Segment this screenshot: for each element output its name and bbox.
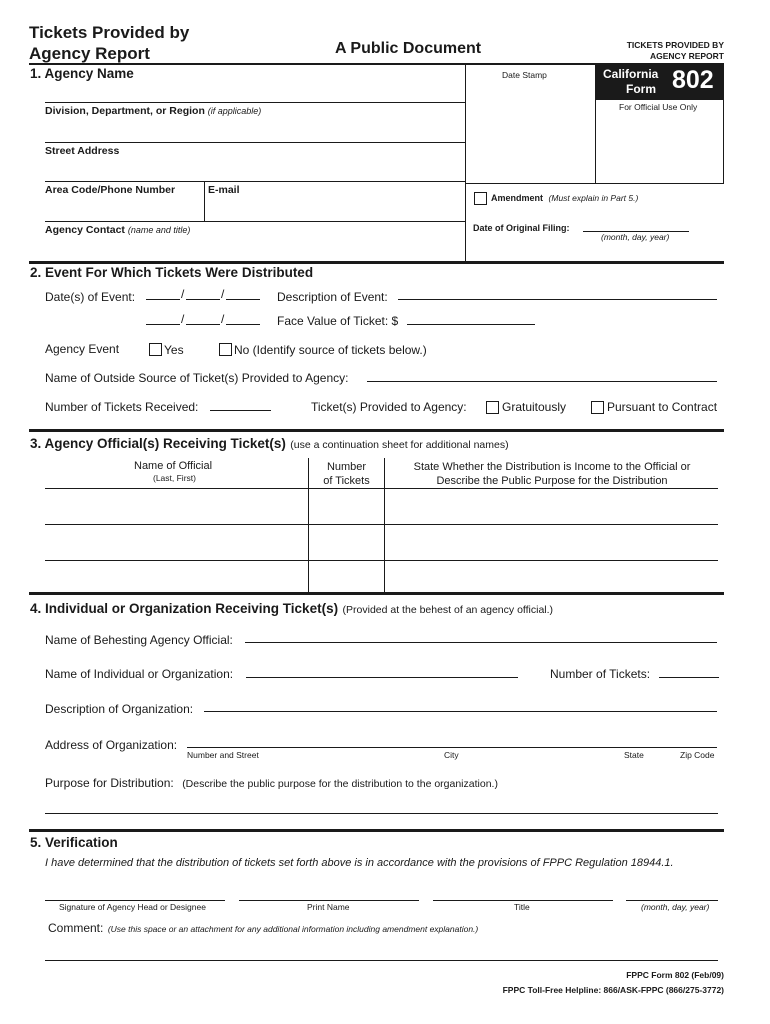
print-name-label: Print Name (307, 902, 350, 912)
address-state-label: State (624, 750, 644, 760)
event-date2-slash1: / (181, 312, 185, 326)
section4-note: (Provided at the behest of an agency official.) (342, 604, 554, 616)
agency-event-yes-label: Yes (164, 343, 184, 357)
badge-state: California (603, 67, 659, 81)
behesting-official-label: Name of Behesting Agency Official: (45, 633, 233, 647)
agency-event-no-checkbox[interactable] (219, 343, 232, 356)
org-num-tickets-label: Number of Tickets: (550, 667, 651, 681)
event-description-line[interactable] (398, 299, 717, 300)
table-divider-2 (384, 458, 385, 592)
provided-to-agency-label: Ticket(s) Provided to Agency: (311, 400, 467, 414)
org-description-label: Description of Organization: (45, 702, 194, 716)
official-name-subheader: (Last, First) (153, 473, 196, 483)
section3-title: 3. Agency Official(s) Receiving Ticket(s) (30, 436, 286, 451)
print-name-line[interactable] (239, 900, 419, 901)
footer-helpline: FPPC Toll-Free Helpline: 866/ASK-FPPC (866/275-3772) (502, 985, 724, 995)
section5-rule (29, 829, 724, 832)
outside-source-line[interactable] (367, 381, 717, 382)
event-date1-month[interactable] (146, 299, 180, 300)
official-name-header: Name of Official (134, 460, 213, 472)
date-stamp-label: Date Stamp (502, 70, 547, 80)
signature-line[interactable] (45, 900, 225, 901)
num-tickets-header (310, 460, 383, 488)
comment-note: (Use this space or an attachment for any additional information including amendment explanation.) (107, 924, 479, 934)
agency-event-no-label: No (Identify source of tickets below.) (234, 343, 427, 357)
street-label: Street Address (45, 145, 120, 157)
table-row[interactable] (45, 524, 718, 525)
table-row[interactable] (45, 560, 718, 561)
individual-org-label: Name of Individual or Organization: (45, 667, 234, 681)
num-tickets-header-line1: Number (326, 461, 367, 473)
event-date2-month[interactable] (146, 324, 180, 325)
form-badge (595, 63, 724, 100)
comment-line[interactable] (45, 960, 718, 961)
street-line[interactable] (45, 181, 465, 182)
division-label-text: Division, Department, or Region (45, 105, 205, 117)
org-description-line[interactable] (204, 711, 717, 712)
public-document-label: A Public Document (335, 40, 482, 57)
table-row[interactable] (45, 488, 718, 489)
address-street-label: Number and Street (187, 750, 259, 760)
purpose-line[interactable] (45, 813, 718, 814)
badge-number: 802 (672, 66, 714, 94)
tickets-received-line[interactable] (210, 410, 271, 411)
outside-source-label: Name of Outside Source of Ticket(s) Provided to Agency: (45, 371, 349, 385)
section3-rule (29, 429, 724, 432)
footer-form-id: FPPC Form 802 (Feb/09) (626, 970, 724, 980)
event-dates-label: Date(s) of Event: (45, 290, 136, 304)
org-address-line[interactable] (187, 747, 717, 748)
date-stamp-bottom (465, 183, 724, 184)
event-date1-slash1: / (181, 287, 185, 301)
event-date2-day[interactable] (186, 324, 220, 325)
gratuitously-label: Gratuitously (502, 400, 567, 414)
phone-line[interactable] (45, 221, 465, 222)
face-value-line[interactable] (407, 324, 535, 325)
date-stamp-left-border (465, 63, 466, 262)
table-divider-1 (308, 458, 309, 592)
event-date1-year[interactable] (226, 299, 260, 300)
signature-date-label: (month, day, year) (641, 902, 710, 912)
form-title-line2: Agency Report (29, 44, 150, 63)
section5-title: 5. Verification (30, 835, 118, 850)
section4-title: 4. Individual or Organization Receiving Ticket(s) (30, 601, 339, 616)
form-title-line1: Tickets Provided by (29, 23, 190, 42)
original-filing-mdy: (month, day, year) (601, 232, 670, 242)
amendment-checkbox[interactable] (474, 192, 487, 205)
org-num-tickets-line[interactable] (659, 677, 719, 678)
event-description-label: Description of Event: (277, 290, 388, 304)
signature-label: Signature of Agency Head or Designee (59, 902, 206, 912)
event-date1-slash2: / (221, 287, 225, 301)
section4-rule (29, 592, 724, 595)
corner-title-line1: TICKETS PROVIDED BY (626, 40, 724, 50)
section3-heading (30, 435, 509, 453)
individual-org-line[interactable] (246, 677, 518, 678)
signature-date-line[interactable] (626, 900, 718, 901)
event-date2-year[interactable] (226, 324, 260, 325)
contact-label (45, 224, 190, 236)
phone-email-divider (204, 181, 205, 221)
contact-label-text: Agency Contact (45, 224, 125, 236)
title-label: Title (514, 902, 530, 912)
email-label: E-mail (208, 184, 240, 196)
agency-name-line[interactable] (45, 102, 465, 103)
behesting-official-line[interactable] (245, 642, 717, 643)
distribution-header-line2: Describe the Public Purpose for the Distribution (436, 475, 668, 487)
purpose-label: Purpose for Distribution: (45, 776, 174, 790)
agency-event-label: Agency Event (45, 342, 120, 356)
phone-label: Area Code/Phone Number (45, 184, 176, 196)
pursuant-label: Pursuant to Contract (607, 400, 718, 414)
form-title (29, 22, 189, 64)
gratuitously-checkbox[interactable] (486, 401, 499, 414)
corner-title-line2: AGENCY REPORT (650, 51, 724, 61)
address-city-label: City (444, 750, 459, 760)
division-line[interactable] (45, 142, 465, 143)
title-line[interactable] (433, 900, 613, 901)
original-filing-label: Date of Original Filing: (473, 223, 570, 233)
tickets-received-label: Number of Tickets Received: (45, 400, 199, 414)
address-zip-label: Zip Code (680, 750, 715, 760)
agency-event-yes-checkbox[interactable] (149, 343, 162, 356)
comment-label: Comment: (48, 921, 104, 935)
purpose-row (45, 774, 498, 792)
org-address-label: Address of Organization: (45, 738, 178, 752)
pursuant-checkbox[interactable] (591, 401, 604, 414)
badge-form: Form (626, 82, 656, 96)
division-note: (if applicable) (207, 106, 262, 116)
distribution-header-line1: State Whether the Distribution is Income to the Official or (413, 461, 691, 473)
section2-rule (29, 261, 724, 264)
event-date2-slash2: / (221, 312, 225, 326)
purpose-note: (Describe the public purpose for the distribution to the organization.) (182, 778, 498, 790)
footer (503, 968, 724, 998)
num-tickets-header-line2: of Tickets (323, 475, 370, 487)
section2-title: 2. Event For Which Tickets Were Distributed (30, 265, 314, 280)
official-use-label: For Official Use Only (619, 102, 698, 112)
section3-note: (use a continuation sheet for additional names) (290, 439, 509, 451)
corner-title (627, 40, 724, 62)
amendment-label (491, 193, 638, 203)
comment-row (48, 919, 478, 937)
section1-title: 1. Agency Name (30, 66, 134, 81)
division-label (45, 105, 261, 117)
amendment-note: (Must explain in Part 5.) (548, 193, 639, 203)
amendment-label-text: Amendment (491, 193, 544, 203)
distribution-header (386, 460, 718, 488)
face-value-label: Face Value of Ticket: $ (277, 314, 399, 328)
contact-note: (name and title) (127, 225, 191, 235)
event-date1-day[interactable] (186, 299, 220, 300)
verification-statement: I have determined that the distribution of tickets set forth above is in accordance with the provisions of FPPC Regulation 18944.1. (45, 857, 674, 869)
section4-heading (30, 600, 553, 618)
